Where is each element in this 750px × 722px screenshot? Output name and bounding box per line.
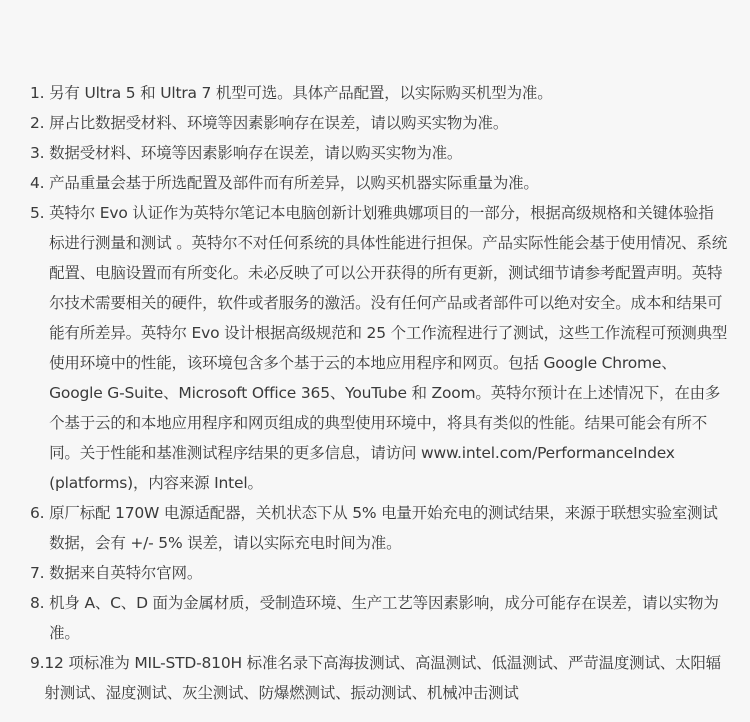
footnote-text: 数据来自英特尔官网。	[49, 564, 203, 582]
footnote-8	[30, 588, 728, 648]
footnote-3	[30, 138, 728, 168]
footnote-text: 英特尔 Evo 认证作为英特尔笔记本电脑创新计划雅典娜项目的一部分，根据高级规格和关键体验指标进行测量和测试 。英特尔不对任何系统的具体性能进行担保。产品实际性能会基于使用情况、系统配置、电脑设置而有所变化。未必反映了可以公开获得的所有更新，测试细节请参考配置声明。英特尔技术需要相关的硬件，软件或者服务的激活。没有任何产品或者部件可以绝对安全。成本和结果可能有所差异。英特尔 Evo 设计根据高级规范和 25 个工作流程进行了测试，这些工作流程可预测典型使用环境中的性能，该环境包含多个基于云的本地应用程序和网页。包括 Google Chrome、Google G-Suite、Microsoft Office 365、YouTube 和 Zoom。英特尔预计在上述情况下，在由多个基于云的和本地应用程序和网页组成的典型使用环境中，将具有类似的性能。结果可能会有所不同。关于性能和基准测试程序结果的更多信息，请访问 www.intel.com/PerformanceIndex (platforms)，内容来源 Intel。	[49, 204, 728, 492]
footnote-5	[30, 198, 728, 498]
footnote-number: 4.	[30, 174, 45, 192]
footnote-number: 1.	[30, 84, 45, 102]
footnote-6	[30, 498, 728, 558]
footnote-number: 3.	[30, 144, 45, 162]
footnote-number: 5.	[30, 204, 45, 222]
footnote-7	[30, 558, 728, 588]
footnote-4	[30, 168, 728, 198]
footnote-number: 6.	[30, 504, 45, 522]
footnote-number: 2.	[30, 114, 45, 132]
footnote-text: 产品重量会基于所选配置及部件而有所差异，以购买机器实际重量为准。	[49, 174, 539, 192]
footnote-text: 原厂标配 170W 电源适配器，关机状态下从 5% 电量开始充电的测试结果，来源于联想实验室测试数据，会有 +/- 5% 误差，请以实际充电时间为准。	[49, 504, 718, 552]
footnote-text: 屏占比数据受材料、环境等因素影响存在误差，请以购买实物为准。	[49, 114, 509, 132]
footnote-1	[30, 78, 728, 108]
footnote-9	[30, 648, 728, 708]
footnote-2	[30, 108, 728, 138]
footnote-number: 8.	[30, 594, 45, 612]
footnote-number: 9.	[30, 654, 45, 672]
footnote-text: 另有 Ultra 5 和 Ultra 7 机型可选。具体产品配置，以实际购买机型为准。	[49, 84, 553, 102]
footnotes-list	[30, 78, 728, 708]
footnote-text: 数据受材料、环境等因素影响存在误差，请以购买实物为准。	[49, 144, 463, 162]
footnote-text: 机身 A、C、D 面为金属材质，受制造环境、生产工艺等因素影响，成分可能存在误差，请以实物为准。	[49, 594, 719, 642]
footnote-text: 12 项标准为 MIL-STD-810H 标准名录下高海拔测试、高温测试、低温测试、严苛温度测试、太阳辐射测试、湿度测试、灰尘测试、防爆燃测试、振动测试、机械冲击测试	[44, 654, 721, 702]
footnote-number: 7.	[30, 564, 45, 582]
